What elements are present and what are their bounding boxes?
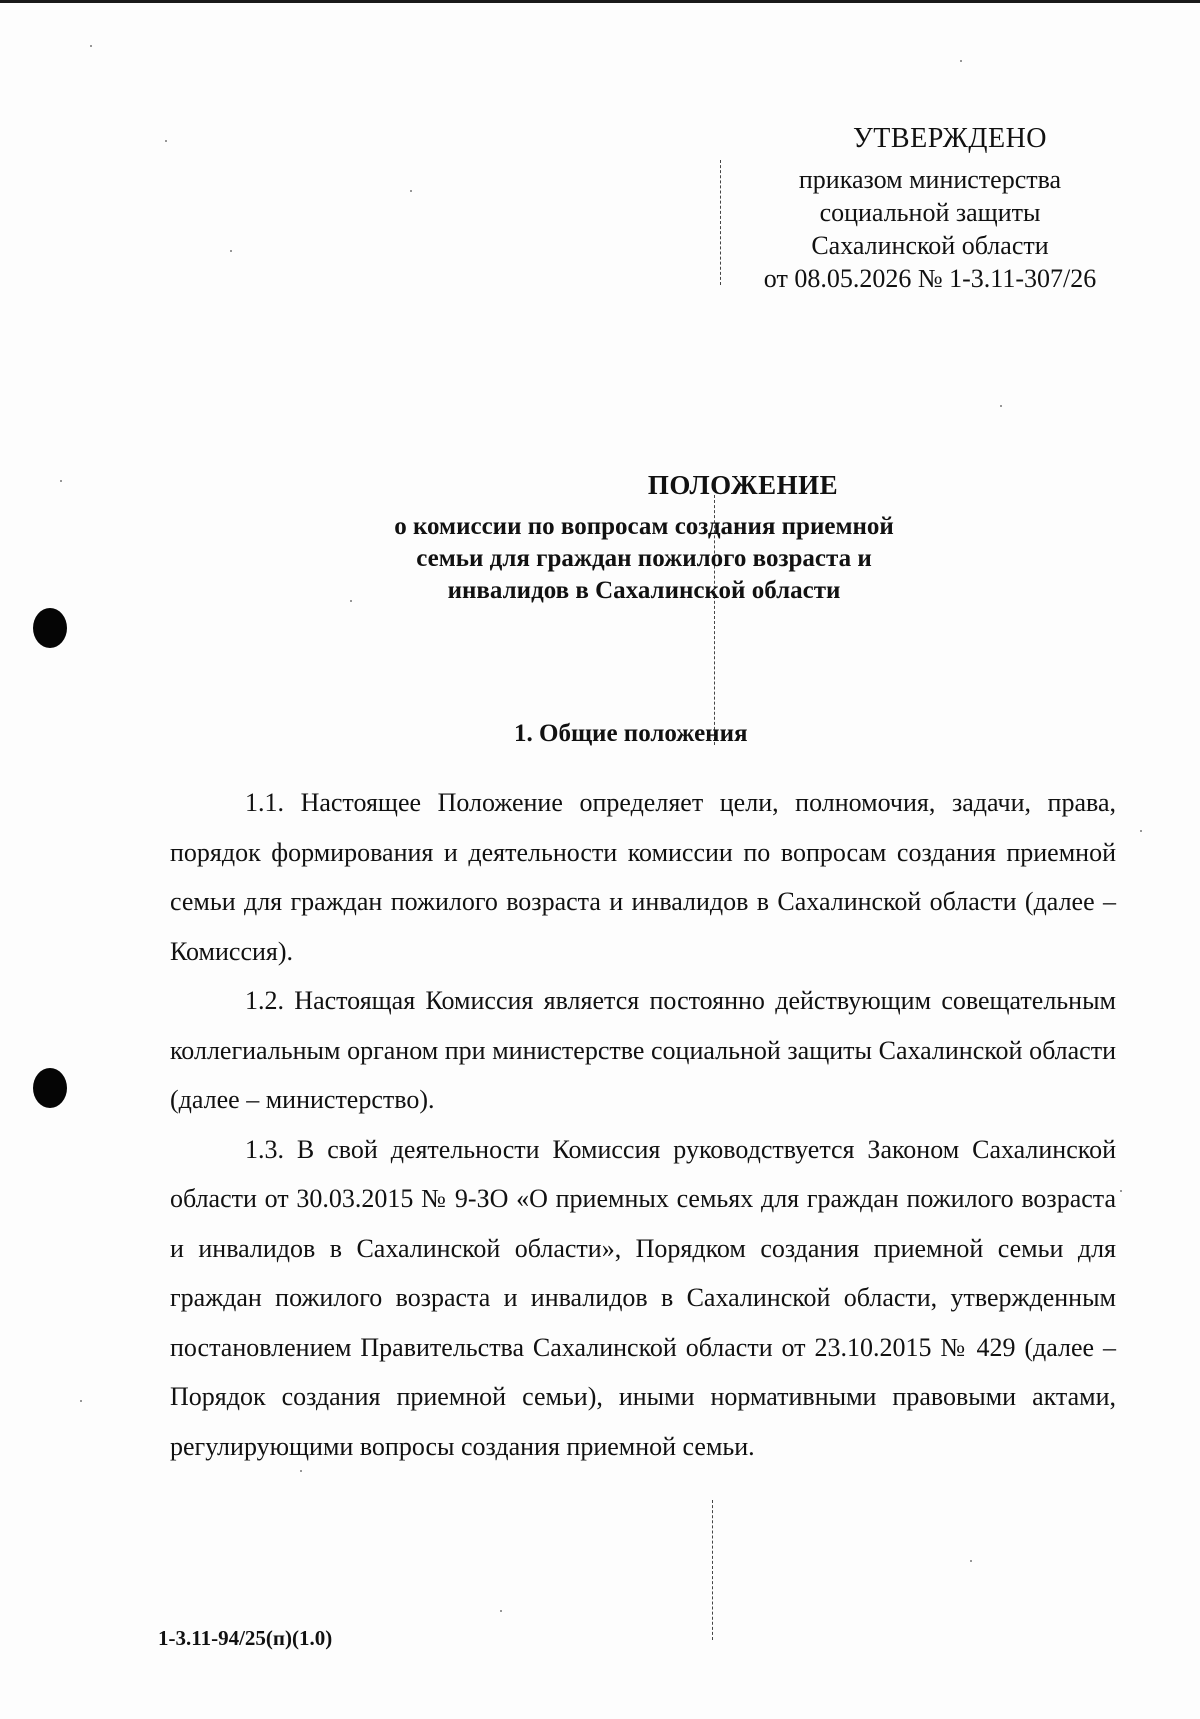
scan-speck [1120,1190,1122,1192]
scan-speck [300,1470,302,1472]
subtitle-line-2: семьи для граждан пожилого возраста и [416,545,872,572]
document-title: ПОЛОЖЕНИЕ [647,470,839,500]
approval-stamp-block [740,122,1120,295]
document-subtitle [334,511,954,607]
punch-hole-upper [33,608,67,648]
paragraph-1-2: 1.2. Настоящая Комиссия является постоянно действующим совещательным коллегиальным органом при министерстве социальной защиты Сахалинской области (далее – министерство). [170,986,1116,1114]
scan-speck [60,480,62,482]
section-heading: 1. Общие положения [514,720,748,747]
scan-speck [410,190,412,192]
scan-top-edge [0,0,1200,3]
approved-label: УТВЕРЖДЕНО [852,123,1048,154]
scan-speck [500,1610,502,1612]
approval-line-4: от 08.05.2026 № 1-3.11-307/26 [763,264,1097,293]
subtitle-line-1: о комиссии по вопросам создания приемной [394,513,894,540]
scan-speck [165,140,167,142]
punch-hole-lower [33,1068,67,1108]
paragraph-1-3: 1.3. В свой деятельности Комиссия руководствуется Законом Сахалинской области от 30.03.2015 № 9-ЗО «О приемных семьях для граждан пожилого возраста и инвалидов в Сахалинской области», Порядком создания приемной семьи для граждан пожилого возраста и инвалидов в Сахалинской области, утвержденным постановлением Правительства Сахалинской области от 23.10.2015 № 429 (далее – Порядок создания приемной семьи), иными нормативными правовыми актами, регулирующими вопросы создания приемной семьи. [170,1134,1116,1461]
scan-speck [80,1400,82,1402]
footer-document-code: 1-3.11-94/25(п)(1.0) [158,1626,333,1650]
scan-speck [1140,830,1142,832]
scan-speck [1000,405,1002,407]
scan-speck [350,600,352,602]
subtitle-line-3: инвалидов в Сахалинской области [447,577,841,604]
scan-speck [90,45,92,47]
scan-speck [970,1560,972,1562]
fold-line-lower [712,1500,713,1640]
scan-speck [960,60,962,62]
section-body [170,778,1116,1471]
approval-line-2: социальной защиты [819,198,1041,227]
approval-line-3: Сахалинской области [811,231,1049,260]
fold-line-upper [720,160,721,285]
scan-speck [230,250,232,252]
paragraph-1-1: 1.1. Настоящее Положение определяет цели, полномочия, задачи, права, порядок формирования и деятельности комиссии по вопросам создания приемной семьи для граждан пожилого возраста и инвалидов в Сахалинской области (далее – Комиссия). [170,788,1116,966]
approval-line-1: приказом министерства [798,165,1062,194]
document-title-block [300,470,1200,607]
